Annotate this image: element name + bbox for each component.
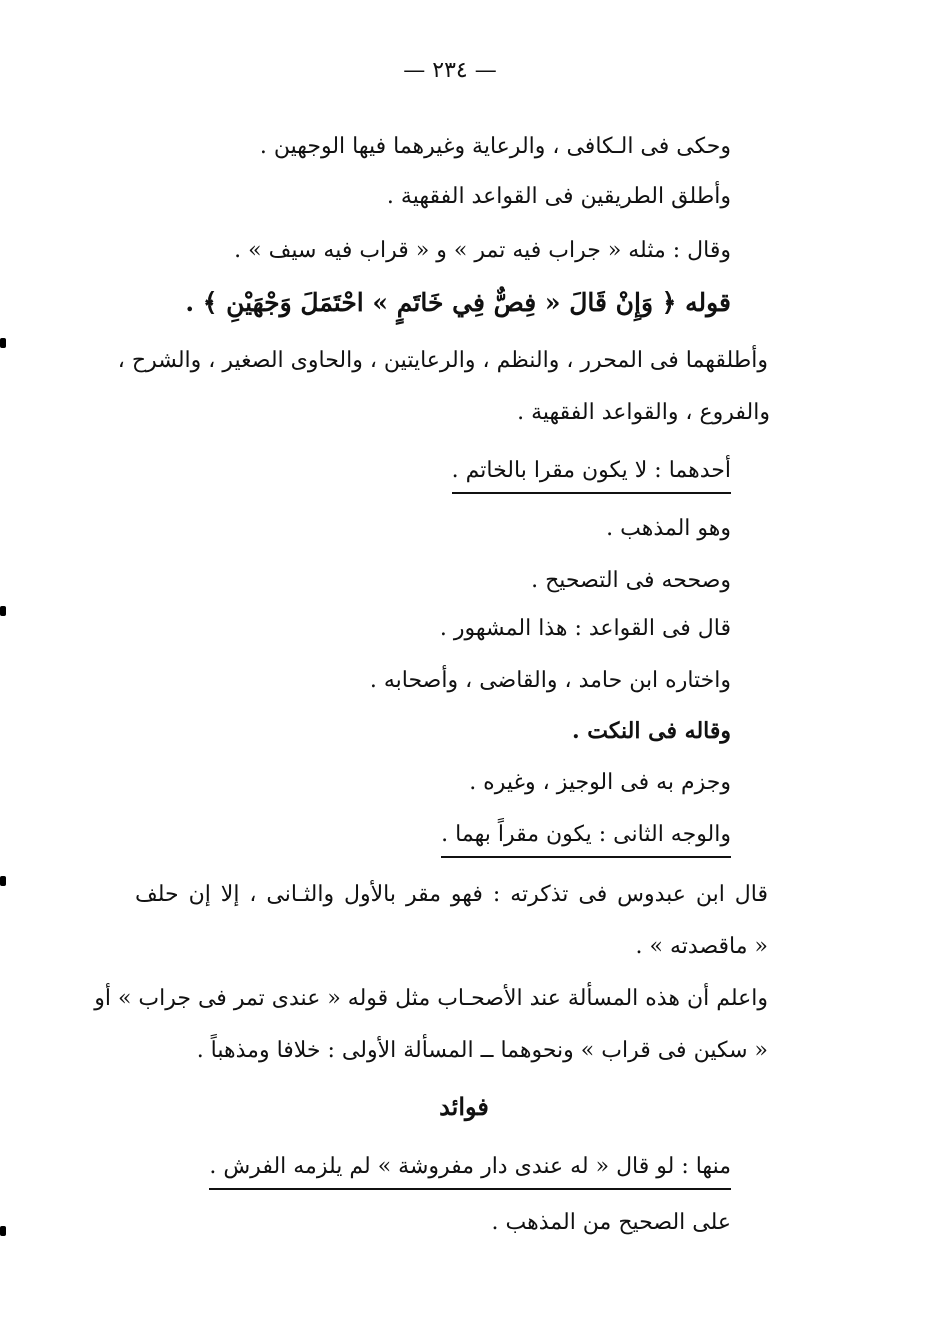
text-line: وصححه فى التصحيح . [531,568,731,593]
scan-edge-mark [0,606,6,616]
subheading-line [441,820,731,852]
subheading-line [452,456,731,488]
text-line: واعلم أن هذه المسألة عند الأصحـاب مثل قوله « عندى تمر فى جراب » أو [94,986,768,1011]
subheading-line [209,1152,731,1184]
text-line: واختاره ابن حامد ، والقاضى ، وأصحابه . [369,668,731,693]
first-view-line: أحدهما : لا يكون مقرا بالخاتم . [452,456,731,494]
section-heading: فوائد [439,1092,489,1121]
text-line: « سكين فى قراب » ونحوهما ــ المسألة الأولى : خلافا ومذهباً . [196,1038,768,1063]
text-line: على الصحيح من المذهب . [491,1210,731,1235]
scan-edge-mark [0,338,6,348]
text-line: « ماقصدته » . [635,934,768,959]
text-line: وقال : مثله « جراب فيه تمر » و « قراب فيه سيف » . [234,238,731,263]
text-line: وهو المذهب . [606,516,731,541]
text-line: وأطلق الطريقين فى القواعد الفقهية . [386,184,731,209]
page-number: — ٢٣٤ — [403,58,497,83]
text-line: وأطلقهما فى المحرر ، والنظم ، والرعايتين ، والحاوى الصغير ، والشرح ، [117,348,768,373]
text-line: قال ابن عبدوس فى تذكرته : فهو مقر بالأول والثـانى ، إلا إن حلف [135,882,768,907]
text-line: وقاله فى النكت . [571,718,731,744]
text-line: قال فى القواعد : هذا المشهور . [439,616,731,641]
text-line: وجزم به فى الوجيز ، وغيره . [469,770,731,795]
text-line-quote: قوله ﴿ وَإِنْ قَالَ « فِصٌّ فِي خَاتَمٍ » احْتَمَلَ وَجْهَيْنِ ﴾ . [185,288,731,317]
scan-edge-mark [0,876,6,886]
second-view-line: والوجه الثانى : يكون مقراً بهما . [441,820,731,858]
text-line: وحكى فى الـكافى ، والرعاية وغيرهما فيها الوجهين . [259,134,731,159]
text-line: والفروع ، والقواعد الفقهية . [517,400,770,425]
scan-edge-mark [0,1226,6,1236]
benefit-line: منها : لو قال « له عندى دار مفروشة » لم يلزمه الفرش . [209,1152,731,1190]
